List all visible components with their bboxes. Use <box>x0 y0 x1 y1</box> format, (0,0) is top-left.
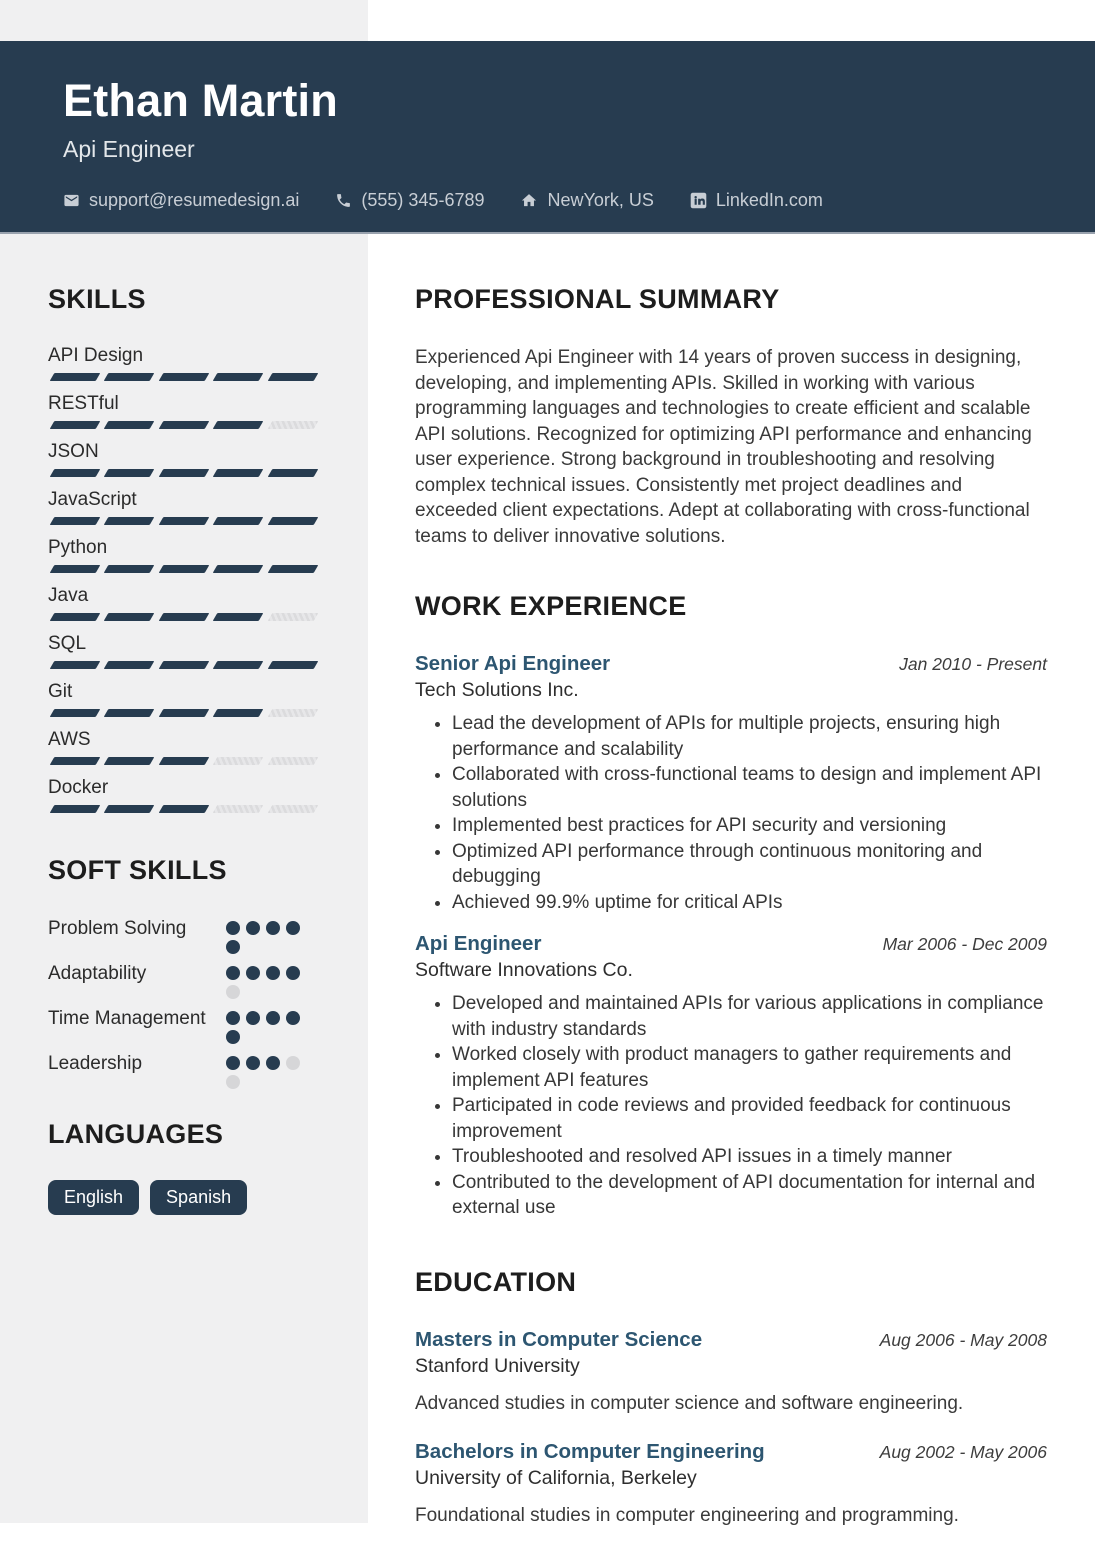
soft-skills-heading: SOFT SKILLS <box>48 855 227 885</box>
soft-skill-dot <box>266 966 280 980</box>
job-bullet: • Developed and maintained APIs for various applications in compliance with industry standards <box>452 991 1047 1042</box>
contact-linkedin-text: LinkedIn.com <box>715 190 823 210</box>
contact-location <box>520 190 653 211</box>
job-entry <box>415 652 1047 915</box>
degree-school: Stanford University <box>415 1354 580 1377</box>
soft-skill-dot <box>246 1011 260 1025</box>
skill-level-segment <box>50 757 101 765</box>
soft-skill-item <box>48 1051 320 1089</box>
skill-name: Python <box>48 537 108 558</box>
skill-level-segment <box>213 469 264 477</box>
soft-skill-name: Leadership <box>48 1053 143 1074</box>
degree-dates: Aug 2006 - May 2008 <box>879 1329 1047 1350</box>
skill-level-segment <box>213 661 264 669</box>
job-bullet: • Participated in code reviews and provided feedback for continuous improvement <box>452 1093 1047 1144</box>
soft-skill-dot <box>246 1056 260 1070</box>
skill-name: JavaScript <box>48 489 137 510</box>
skill-level-segment <box>104 373 155 381</box>
skill-level-segment <box>50 421 101 429</box>
soft-skill-dot <box>226 1011 240 1025</box>
job-header <box>415 932 1047 956</box>
skill-level-segment <box>159 613 210 621</box>
skill-level-segment <box>267 517 318 525</box>
soft-skills-section <box>48 855 320 1089</box>
degree-description: Advanced studies in computer science and software engineering. <box>415 1392 964 1414</box>
linkedin-icon <box>690 192 707 209</box>
skill-level-segment <box>267 709 318 717</box>
skill-name: RESTful <box>48 393 119 414</box>
soft-skill-dot <box>226 966 240 980</box>
job-bullet: • Worked closely with product managers to gather requirements and implement API features <box>452 1042 1047 1093</box>
soft-skill-dot <box>246 966 260 980</box>
skill-level-segment <box>213 421 264 429</box>
skill-level-segment <box>267 373 318 381</box>
skill-name: Java <box>48 585 89 606</box>
contact-phone-text: (555) 345-6789 <box>361 190 485 210</box>
soft-skill-dot <box>266 1011 280 1025</box>
skill-level-segment <box>159 805 210 813</box>
skill-level-bar <box>48 373 320 381</box>
soft-skill-dot <box>226 1030 240 1044</box>
skill-item <box>48 441 320 477</box>
soft-skill-dot <box>226 985 240 999</box>
job-company: Software Innovations Co. <box>415 959 633 981</box>
skill-level-bar <box>48 805 320 813</box>
skill-level-segment <box>267 613 318 621</box>
contact-phone <box>335 190 484 211</box>
skill-level-segment <box>213 757 264 765</box>
jobs-list <box>415 652 1047 1221</box>
skill-level-segment <box>159 373 210 381</box>
degree-entry <box>415 1328 1047 1416</box>
skill-level-segment <box>50 517 101 525</box>
skill-item <box>48 345 320 381</box>
skill-level-segment <box>104 757 155 765</box>
skill-item <box>48 633 320 669</box>
soft-skill-item <box>48 916 320 954</box>
soft-skills-list <box>48 916 320 1089</box>
phone-icon <box>335 192 352 209</box>
skill-item <box>48 537 320 573</box>
soft-skill-level-dots <box>226 1006 306 1044</box>
skill-level-bar <box>48 757 320 765</box>
skill-level-segment <box>50 469 101 477</box>
degree-title: Bachelors in Computer Engineering <box>415 1439 765 1463</box>
skill-level-segment <box>50 709 101 717</box>
skill-level-segment <box>159 565 210 573</box>
degree-school: University of California, Berkeley <box>415 1466 697 1489</box>
skill-item <box>48 777 320 813</box>
language-pill: English <box>48 1180 139 1215</box>
skill-name: API Design <box>48 345 144 366</box>
job-bullet: • Implemented best practices for API security and versioning <box>452 813 1047 839</box>
job-bullet-list <box>415 991 1047 1221</box>
job-company: Tech Solutions Inc. <box>415 679 579 701</box>
email-icon <box>63 192 80 209</box>
skill-level-segment <box>159 709 210 717</box>
soft-skill-dot <box>266 921 280 935</box>
soft-skill-dot <box>266 1056 280 1070</box>
job-dates: Mar 2006 - Dec 2009 <box>882 934 1047 954</box>
skill-level-segment <box>50 565 101 573</box>
skill-level-segment <box>267 805 318 813</box>
summary-heading: PROFESSIONAL SUMMARY <box>415 284 780 314</box>
skill-item <box>48 489 320 525</box>
skill-level-segment <box>104 469 155 477</box>
candidate-job-title: Api Engineer <box>63 136 195 162</box>
job-bullet: • Troubleshooted and resolved API issues in a timely manner <box>452 1144 1047 1170</box>
skill-name: SQL <box>48 633 87 654</box>
soft-skill-item <box>48 961 320 999</box>
soft-skill-dot <box>286 1056 300 1070</box>
languages-section <box>48 1119 320 1215</box>
job-bullet: • Lead the development of APIs for multiple projects, ensuring high performance and scalability <box>452 711 1047 762</box>
languages-list <box>48 1180 320 1215</box>
job-role: Senior Api Engineer <box>415 652 611 675</box>
skill-level-segment <box>213 565 264 573</box>
skill-level-bar <box>48 709 320 717</box>
job-bullet: • Collaborated with cross-functional teams to design and implement API solutions <box>452 762 1047 813</box>
candidate-name: Ethan Martin <box>63 75 338 126</box>
job-bullet-list <box>415 711 1047 915</box>
skill-level-segment <box>104 661 155 669</box>
skill-item <box>48 393 320 429</box>
skill-level-segment <box>104 805 155 813</box>
skill-item <box>48 729 320 765</box>
main-column <box>415 284 1047 1552</box>
degree-title: Masters in Computer Science <box>415 1327 703 1351</box>
skill-level-segment <box>267 661 318 669</box>
soft-skill-name: Problem Solving <box>48 918 187 939</box>
skill-level-segment <box>159 517 210 525</box>
skill-level-segment <box>159 469 210 477</box>
skill-level-segment <box>50 373 101 381</box>
skill-name: AWS <box>48 729 91 750</box>
soft-skill-item <box>48 1006 320 1044</box>
skill-level-bar <box>48 565 320 573</box>
sidebar <box>48 284 320 1215</box>
education-heading: EDUCATION <box>415 1266 577 1297</box>
skill-level-segment <box>267 565 318 573</box>
degree-entry <box>415 1440 1047 1528</box>
skill-level-bar <box>48 661 320 669</box>
degree-header <box>415 1440 1047 1464</box>
home-icon <box>520 192 538 209</box>
soft-skill-dot <box>226 940 240 954</box>
skill-level-segment <box>267 421 318 429</box>
skill-level-segment <box>267 469 318 477</box>
skill-name: Git <box>48 681 73 702</box>
skill-level-segment <box>50 613 101 621</box>
skill-level-segment <box>104 709 155 717</box>
soft-skill-dot <box>226 921 240 935</box>
skill-level-segment <box>213 373 264 381</box>
contact-linkedin <box>690 190 823 211</box>
skill-level-segment <box>213 805 264 813</box>
skill-level-segment <box>104 517 155 525</box>
soft-skill-dot <box>226 1075 240 1089</box>
skill-level-segment <box>50 805 101 813</box>
soft-skill-name: Time Management <box>48 1008 206 1029</box>
soft-skill-dot <box>286 921 300 935</box>
soft-skill-name: Adaptability <box>48 963 147 984</box>
contact-row <box>63 190 1095 211</box>
skill-level-segment <box>104 421 155 429</box>
degrees-list <box>415 1328 1047 1528</box>
job-entry <box>415 932 1047 1221</box>
soft-skill-dot <box>246 921 260 935</box>
degree-dates: Aug 2002 - May 2006 <box>879 1441 1047 1462</box>
skill-level-segment <box>104 565 155 573</box>
skill-level-segment <box>159 661 210 669</box>
skill-item <box>48 585 320 621</box>
skills-list <box>48 345 320 813</box>
summary-text: Experienced Api Engineer with 14 years of proven success in designing, developing, and implementing APIs. Skilled in working with various programming languages and technologies to create efficient and scalable API solutions. Recognized for optimizing API performance and enhancing user experience. Strong background in troubleshooting and resolving complex technical issues. Consistently met project deadlines and exceeded client expectations. Adept at collaborating with cross-functional teams to deliver innovative solutions. <box>415 347 1032 547</box>
language-pill: Spanish <box>150 1180 247 1215</box>
soft-skill-level-dots <box>226 1051 306 1089</box>
skill-level-segment <box>50 661 101 669</box>
work-experience-heading: WORK EXPERIENCE <box>415 591 687 621</box>
skill-item <box>48 681 320 717</box>
contact-email <box>63 190 299 211</box>
skill-level-segment <box>159 421 210 429</box>
job-bullet: • Achieved 99.9% uptime for critical APIs <box>452 890 1047 916</box>
job-header <box>415 652 1047 676</box>
skill-level-segment <box>213 613 264 621</box>
contact-location-text: NewYork, US <box>547 190 654 210</box>
skill-level-bar <box>48 421 320 429</box>
degree-header <box>415 1328 1047 1352</box>
skill-level-segment <box>213 709 264 717</box>
soft-skill-dot <box>286 966 300 980</box>
skill-level-bar <box>48 613 320 621</box>
skill-level-segment <box>159 757 210 765</box>
job-bullet: • Contributed to the development of API documentation for internal and external use <box>452 1170 1047 1221</box>
skill-level-segment <box>104 613 155 621</box>
skill-level-segment <box>213 517 264 525</box>
contact-email-text: support@resumedesign.ai <box>89 190 300 210</box>
skill-name: Docker <box>48 777 109 798</box>
skill-name: JSON <box>48 441 99 462</box>
skill-level-bar <box>48 469 320 477</box>
skills-heading: SKILLS <box>48 284 146 314</box>
soft-skill-level-dots <box>226 961 306 999</box>
languages-heading: LANGUAGES <box>48 1119 224 1149</box>
soft-skill-level-dots <box>226 916 306 954</box>
degree-description: Foundational studies in computer engineering and programming. <box>415 1504 959 1526</box>
header-banner <box>0 41 1095 234</box>
soft-skill-dot <box>226 1056 240 1070</box>
skill-level-segment <box>267 757 318 765</box>
job-role: Api Engineer <box>415 932 542 955</box>
skill-level-bar <box>48 517 320 525</box>
soft-skill-dot <box>286 1011 300 1025</box>
job-bullet: • Optimized API performance through continuous monitoring and debugging <box>452 839 1047 890</box>
job-dates: Jan 2010 - Present <box>899 654 1047 674</box>
